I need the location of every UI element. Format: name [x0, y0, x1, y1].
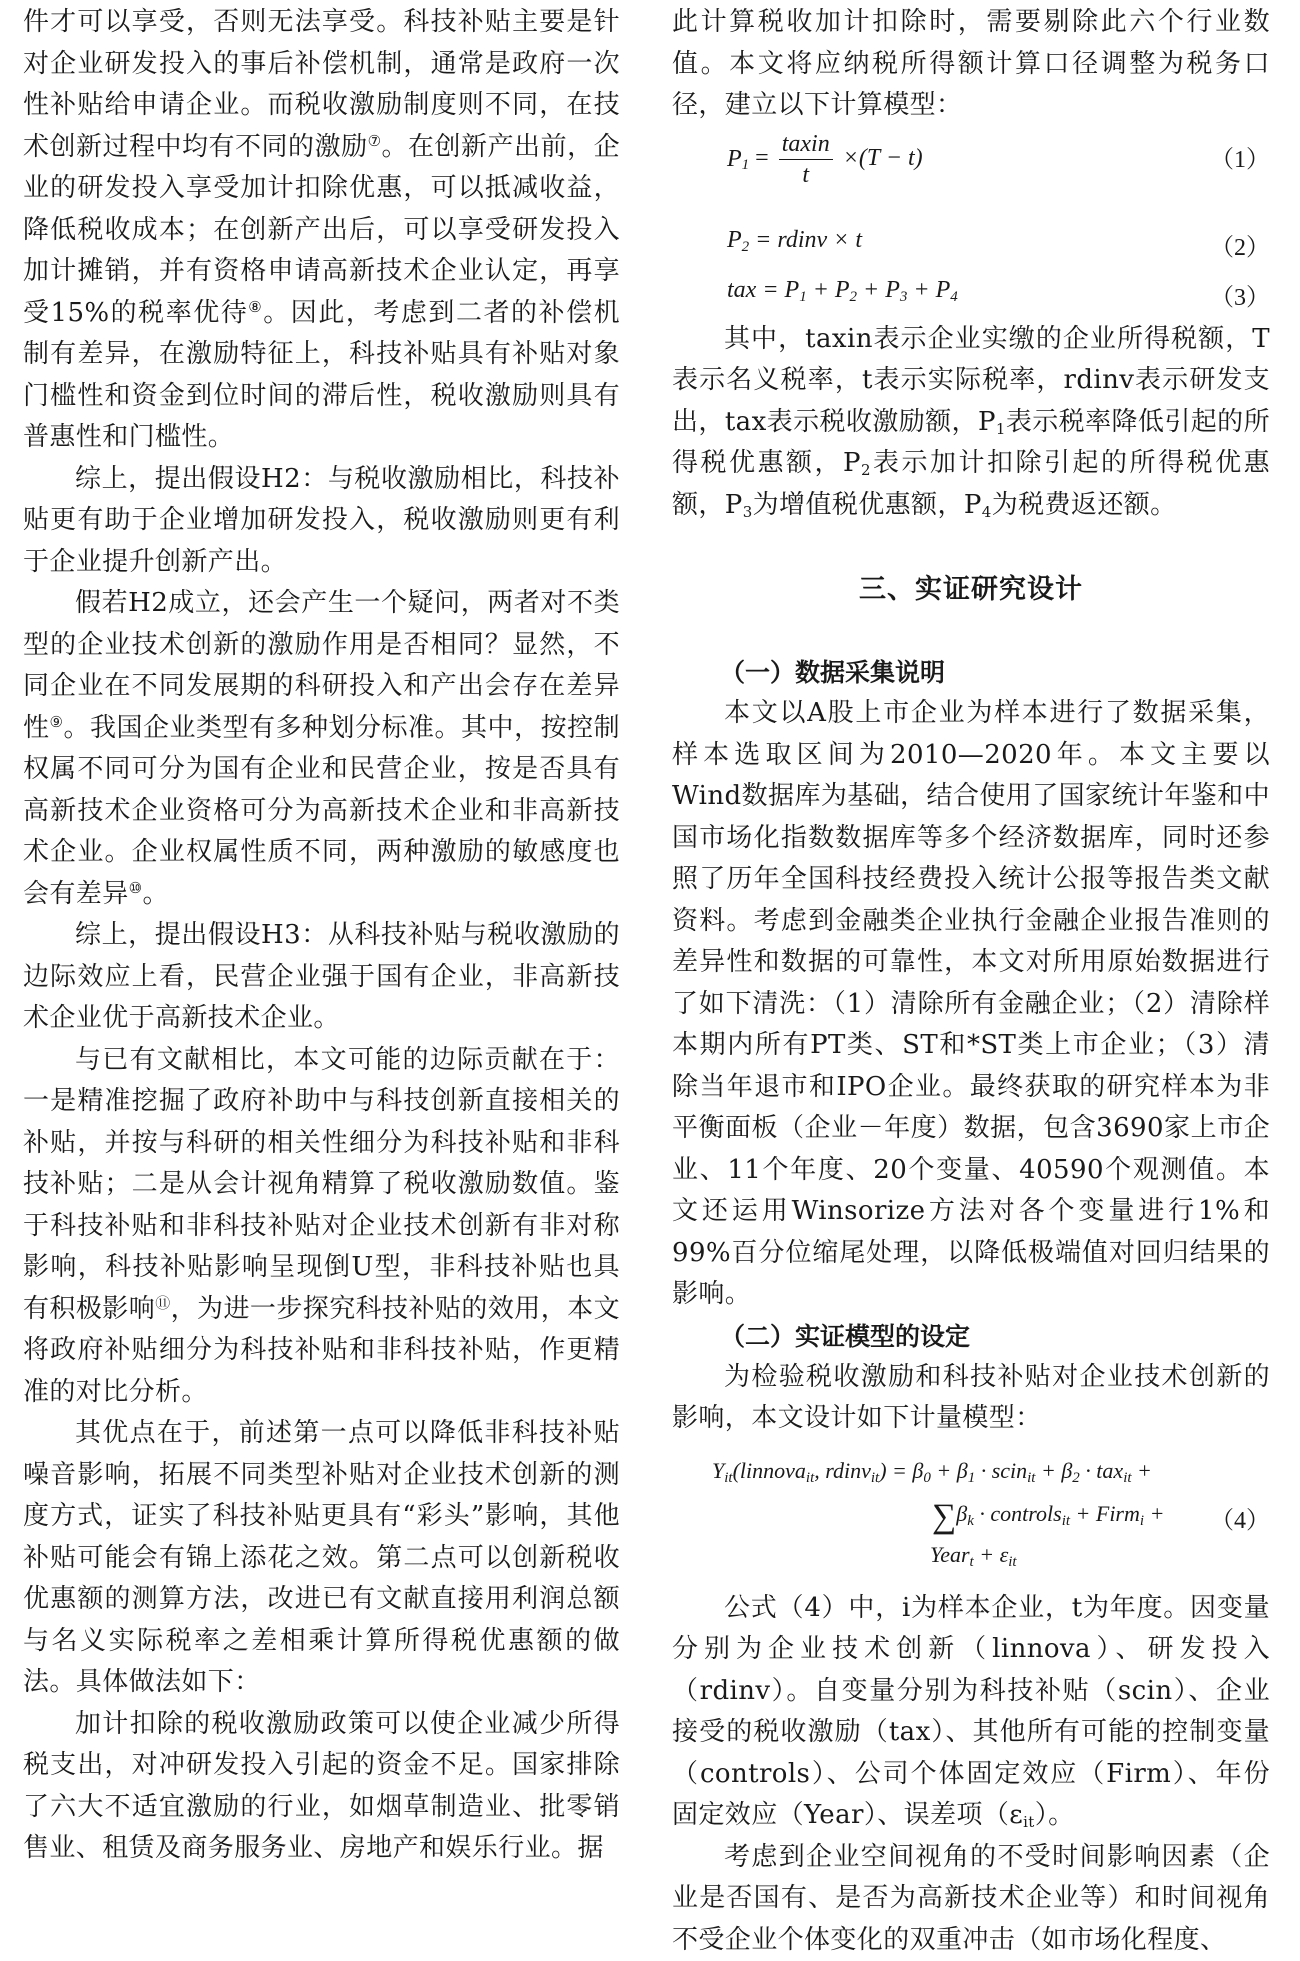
paragraph: 为检验税收激励和科技补贴对企业技术创新的影响，本文设计如下计量模型： [672, 1357, 1270, 1440]
paragraph: 其优点在于，前述第一点可以降低非科技补贴噪音影响，拓展不同类型补贴对企业技术创新的测度方式，证实了科技补贴更具有“彩头”影响，其他补贴可能会有锦上添花之效。第二点可以创新税收优惠额的测算方法，改进已有文献直接用利润总额与名义实际税率之差相乘计算所得税优惠额的做法。具体做法如下： [23, 1413, 620, 1704]
equation-1: $P_1$ = $\frac{\text{taxin}}{t}$ ×(T − t) （1） [672, 129, 1270, 219]
paragraph: 件才可以享受，否则无法享受。科技补贴主要是针对企业研发投入的事后补偿机制，通常是政府一次性补贴给申请企业。而税收激励制度则不同，在技术创新过程中均有不同的激励⑦。在创新产出前，企业的研发投入享受加计扣除优惠，可以抵减收益，降低税收成本；在创新产出后，可以享受研发投入加计摊销，并有资格申请高新技术企业认定，再享受15%的税率优待⑧。因此，考虑到二者的补偿机制有差异，在激励特征上，科技补贴具有补贴对象门槛性和资金到位时间的滞后性，税收激励则具有普惠性和门槛性。 [23, 2, 620, 459]
paragraph-hypothesis-h3: 综上，提出假设H3：从科技补贴与税收激励的边际效应上看，民营企业强于国有企业，非高新技术企业优于高新技术企业。 [23, 915, 620, 1040]
paragraph-hypothesis-h2: 综上，提出假设H2：与税收激励相比，科技补贴更有助于企业增加研发投入，税收激励则更有利于企业提升创新产出。 [23, 459, 620, 584]
footnote-mark: ⑨ [50, 713, 64, 731]
paragraph: 加计扣除的税收激励政策可以使企业减少所得税支出，对冲研发投入引起的资金不足。国家排除了六大不适宜激励的行业，如烟草制造业、批零销售业、租赁及商务服务业、房地产和娱乐行业。据 [23, 1704, 620, 1870]
equation-3: tax = $P_1 + P_2 + P_3 + P_4$ （3） [672, 269, 1270, 319]
section-title: 三、实证研究设计 [672, 574, 1270, 606]
paragraph: 假若H2成立，还会产生一个疑问，两者对不类型的企业技术创新的激励作用是否相同？显然，不同企业在不同发展期的科研投入和产出会存在差异性⑨。我国企业类型有多种划分标准。其中，按控制权属不同可分为国有企业和民营企业，按是否具有高新技术企业资格可分为高新技术企业和非高新技术企业。企业权属性质不同，两种激励的敏感度也会有差异⑩。 [23, 583, 620, 915]
footnote-mark: ⑪ [155, 1294, 170, 1312]
sum-symbol: ∑ [932, 1498, 956, 1535]
footnote-mark: ⑦ [368, 132, 382, 150]
subsection-title: （一）数据采集说明 [672, 652, 1270, 693]
subsection-title: （二）实证模型的设定 [672, 1316, 1270, 1357]
equation-2: $P_2$ = rdinv × t （2） [672, 219, 1270, 269]
paragraph-variable-definitions: 其中，taxin表示企业实缴的企业所得税额，T表示名义税率，t表示实际税率，rdinv表示研发支出，tax表示税收激励额，$P_1$表示税率降低引起的所得税优惠额，$P_2$表示加计扣除引起的所得税优惠额，$P_3$为增值税优惠额，$P_4$为税费返还额。 [672, 319, 1270, 527]
paragraph: 考虑到企业空间视角的不受时间影响因素（企业是否国有、是否为高新技术企业等）和时间视角不受企业个体变化的双重冲击（如市场化程度、 [672, 1837, 1270, 1961]
equation-number: （4） [1210, 1500, 1270, 1535]
right-column [672, 0, 1270, 1961]
left-column [23, 0, 620, 1870]
footnote-mark: ⑩ [129, 879, 143, 897]
fraction: $\frac{\text{taxin}}{t}$ [779, 129, 833, 190]
equation-number: （1） [1210, 139, 1270, 174]
footnote-mark: ⑧ [248, 298, 263, 316]
equation-number: （3） [1210, 277, 1270, 312]
paragraph-contribution: 与已有文献相比，本文可能的边际贡献在于：一是精准挖掘了政府补助中与科技创新直接相关的补贴，并按与科研的相关性细分为科技补贴和非科技补贴；二是从会计视角精算了税收激励数值。鉴于科技补贴和非科技补贴对企业技术创新有非对称影响，科技补贴影响呈现倒U型，非科技补贴也具有积极影响⑪，为进一步探究科技补贴的效用，本文将政府补贴细分为科技补贴和非科技补贴，作更精准的对比分析。 [23, 1040, 620, 1414]
paragraph-data-collection: 本文以A股上市企业为样本进行了数据采集，样本选取区间为2010—2020年。本文主要以Wind数据库为基础，结合使用了国家统计年鉴和中国市场化指数数据库等多个经济数据库，同时还参照了历年全国科技经费投入统计公报等报告类文献资料。考虑到金融类企业执行金融企业报告准则的差异性和数据的可靠性，本文对所用原始数据进行了如下清洗：（1）清除所有金融企业；（2）清除样本期内所有PT类、ST和*ST类上市企业；（3）清除当年退市和IPO企业。最终获取的研究样本为非平衡面板（企业－年度）数据，包含3690家上市企业、11个年度、20个变量、40590个观测值。本文还运用Winsorize方法对各个变量进行1%和99%百分位缩尾处理，以降低极端值对回归结果的影响。 [672, 693, 1270, 1316]
equation-number: （2） [1210, 227, 1270, 262]
equation-4: $Y_{it}(linnova_{it}$, rdinv$_{it}$) = $\beta_0 + \beta_1$ · scin$_{it}$ + $\beta_2 \cdot tax_{it}$ + $\sum\beta_k$ · controls$_{it}$ + Firm$_i$ + Year$_t$ + $\varepsilon_{it}$ （4） [672, 1450, 1270, 1580]
paragraph-model-variables: 公式（4）中，i为样本企业，t为年度。因变量分别为企业技术创新（linnova）、研发投入（rdinv）。自变量分别为科技补贴（scin）、企业接受的税收激励（tax）、其他所有可能的控制变量（controls）、公司个体固定效应（Firm）、年份固定效应（Year）、误差项$(\varepsilon_{it})$。 [672, 1588, 1270, 1837]
paragraph: 此计算税收加计扣除时，需要剔除此六个行业数值。本文将应纳税所得额计算口径调整为税务口径，建立以下计算模型： [672, 2, 1270, 127]
